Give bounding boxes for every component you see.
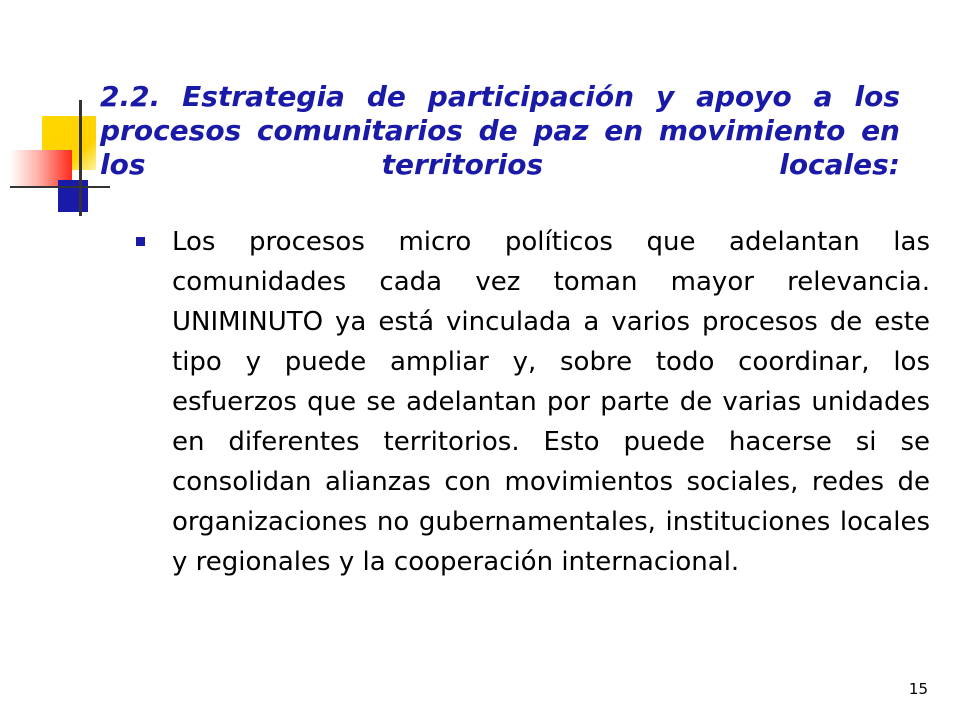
slide-title: 2.2. Estrategia de participación y apoyo a los procesos comunitarios de paz en movimiento en los territorios locales: [100,80,900,181]
bullet-text: Los procesos micro políticos que adelantan las comunidades cada vez toman mayor relevancia. UNIMINUTO ya está vinculada a varios procesos de este tipo y puede ampliar y, sobre todo coordinar, los esfuerzos que se adelantan por parte de varias unidades en diferentes territorios. Esto puede hacerse si se consolidan alianzas con movimientos sociales, redes de organizaciones no gubernamentales, instituciones locales y regionales y la cooperación internacional. [172,227,930,577]
bullet-square-icon [136,237,145,246]
page-number: 15 [908,680,928,698]
decor-blue-square [58,180,88,212]
decor-horizontal-line [10,186,110,188]
decor-vertical-line [79,100,82,216]
